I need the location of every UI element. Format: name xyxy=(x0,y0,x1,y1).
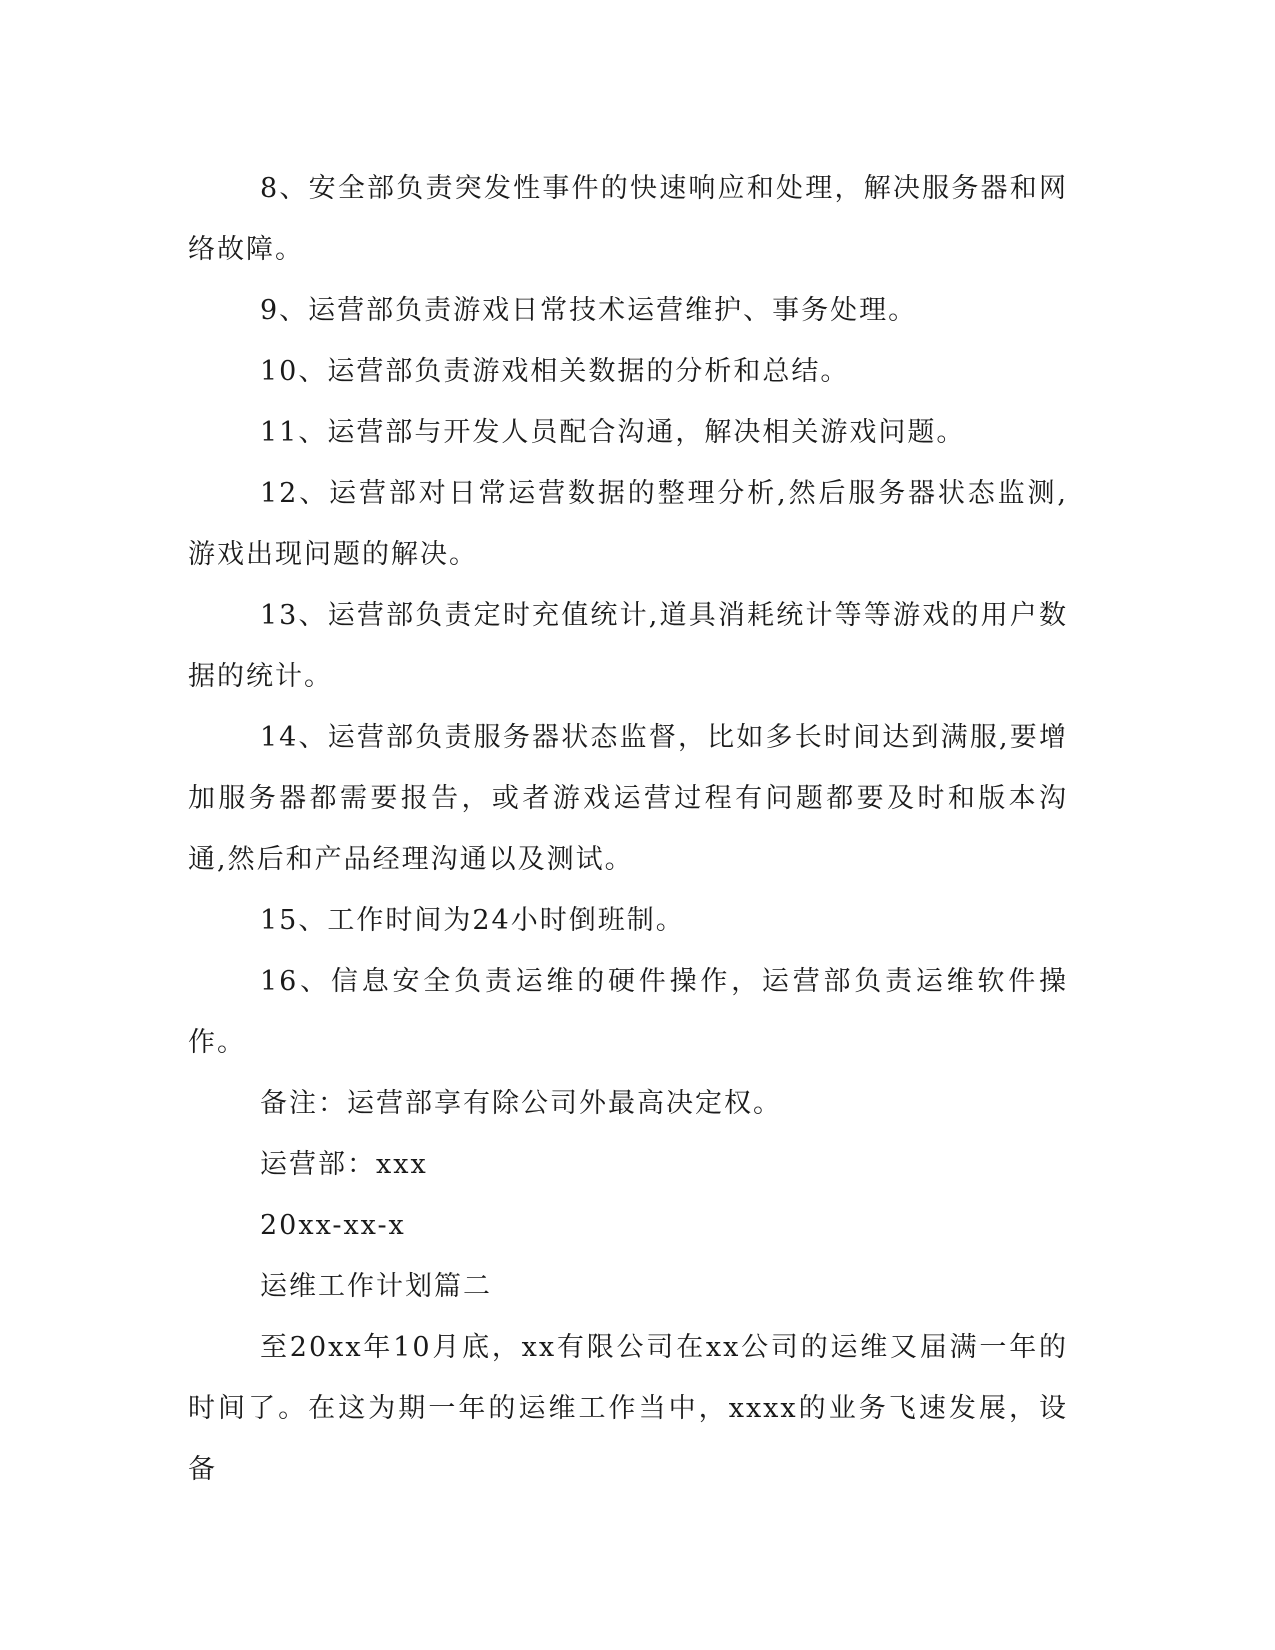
note-text: 备注：运营部享有除公司外最高决定权。 xyxy=(260,1088,782,1119)
paragraph-item-14: 14、运营部负责服务器状态监督，比如多长时间达到满服,要增加服务器都需要报告，或者游戏运营过程有问题都要及时和版本沟通,然后和产品经理沟通以及测试。 xyxy=(188,722,1068,875)
paragraph-item-13: 13、运营部负责定时充值统计,道具消耗统计等等游戏的用户数据的统计。 xyxy=(188,600,1068,692)
paragraph-item-10: 10、运营部负责游戏相关数据的分析和总结。 xyxy=(260,356,850,387)
section-title: 运维工作计划篇二 xyxy=(260,1271,492,1302)
signature-department: 运营部：xxx xyxy=(260,1149,428,1180)
paragraph-item-12: 12、运营部对日常运营数据的整理分析,然后服务器状态监测,游戏出现问题的解决。 xyxy=(188,478,1068,570)
paragraph-item-15: 15、工作时间为24小时倒班制。 xyxy=(260,905,685,936)
signature-date: 20xx-xx-x xyxy=(260,1210,406,1241)
intro-paragraph: 至20xx年10月底，xx有限公司在xx公司的运维又届满一年的时间了。在这为期一年的运维工作当中，xxxx的业务飞速发展，设备 xyxy=(188,1332,1068,1485)
paragraph-item-11: 11、运营部与开发人员配合沟通，解决相关游戏问题。 xyxy=(260,417,966,448)
paragraph-item-16: 16、信息安全负责运维的硬件操作，运营部负责运维软件操作。 xyxy=(188,966,1068,1058)
paragraph-item-9: 9、运营部负责游戏日常技术运营维护、事务处理。 xyxy=(260,295,918,326)
paragraph-item-8: 8、安全部负责突发性事件的快速响应和处理，解决服务器和网络故障。 xyxy=(188,173,1068,265)
document-body xyxy=(188,158,1068,1500)
